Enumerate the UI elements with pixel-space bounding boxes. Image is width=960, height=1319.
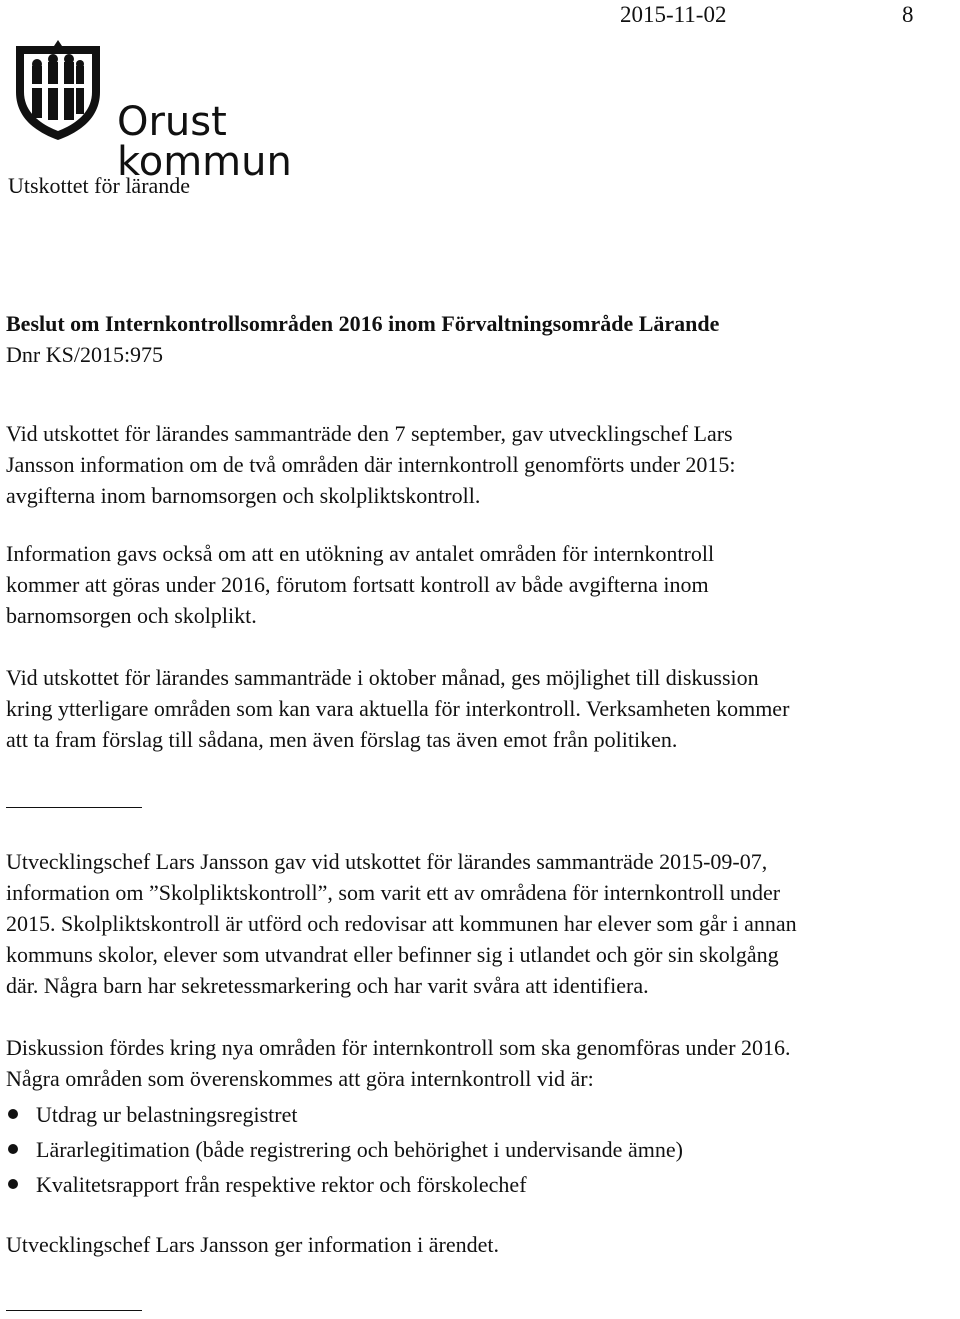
text-line: Information gavs också om att en utökning av antalet områden för internkontroll xyxy=(6,541,715,566)
paragraph-6 xyxy=(6,1229,956,1260)
control-areas-list xyxy=(6,1097,683,1202)
text-line: kommer att göras under 2016, förutom fortsatt kontroll av både avgifterna inom xyxy=(6,572,709,597)
municipality-logo xyxy=(10,40,410,185)
page-number: 8 xyxy=(902,2,914,27)
text-line: där. Några barn har sekretessmarkering och har varit svåra att identifiera. xyxy=(6,973,649,998)
text-line: information om ”Skolpliktskontroll”, som varit ett av områdena för internkontroll under xyxy=(6,880,781,905)
text-line: 2015. Skolpliktskontroll är utförd och redovisar att kommunen har elever som går i annan xyxy=(6,911,797,936)
text-line: Jansson information om de två områden där internkontroll genomförts under 2015: xyxy=(6,452,736,477)
text-line: Vid utskottet för lärandes sammanträde den 7 september, gav utvecklingschef Lars xyxy=(6,421,733,446)
document-date: 2015-11-02 xyxy=(620,2,727,27)
section-divider xyxy=(6,1310,142,1311)
case-number: Dnr KS/2015:975 xyxy=(6,342,164,367)
paragraph-3 xyxy=(6,662,956,755)
text-line: Några områden som överenskommes att göra internkontroll vid är: xyxy=(6,1066,594,1091)
list-item: Utdrag ur belastningsregistret xyxy=(6,1097,683,1132)
paragraph-5 xyxy=(6,1032,956,1094)
text-line: kring ytterligare områden som kan vara aktuella för interkontroll. Verksamheten kommer xyxy=(6,696,790,721)
section-divider xyxy=(6,807,142,808)
text-line: kommuns skolor, elever som utvandrat eller befinner sig i utlandet och gör sin skolgång xyxy=(6,942,779,967)
text-line: barnomsorgen och skolplikt. xyxy=(6,603,257,628)
committee-name: Utskottet för lärande xyxy=(8,173,191,198)
text-line: Utvecklingschef Lars Jansson ger information i ärendet. xyxy=(6,1232,500,1257)
text-line: Vid utskottet för lärandes sammanträde i oktober månad, ges möjlighet till diskussion xyxy=(6,665,759,690)
list-item: Kvalitetsrapport från respektive rektor och förskolechef xyxy=(6,1167,683,1202)
text-line: att ta fram förslag till sådana, men även förslag tas även emot från politiken. xyxy=(6,727,678,752)
text-line: Utvecklingschef Lars Jansson gav vid utskottet för lärandes sammanträde 2015-09-07, xyxy=(6,849,768,874)
paragraph-1 xyxy=(6,418,956,511)
logo-wordmark: Orust kommun xyxy=(117,99,292,185)
paragraph-4 xyxy=(6,846,956,1001)
text-line: Diskussion fördes kring nya områden för internkontroll som ska genomföras under 2016. xyxy=(6,1035,791,1060)
coat-of-arms-icon xyxy=(10,40,106,140)
list-item: Lärarlegitimation (både registrering och behörighet i undervisande ämne) xyxy=(6,1132,683,1167)
text-line: avgifterna inom barnomsorgen och skolpliktskontroll. xyxy=(6,483,481,508)
decision-heading: Beslut om Internkontrollsområden 2016 inom Förvaltningsområde Lärande xyxy=(6,311,720,336)
paragraph-2 xyxy=(6,538,956,631)
